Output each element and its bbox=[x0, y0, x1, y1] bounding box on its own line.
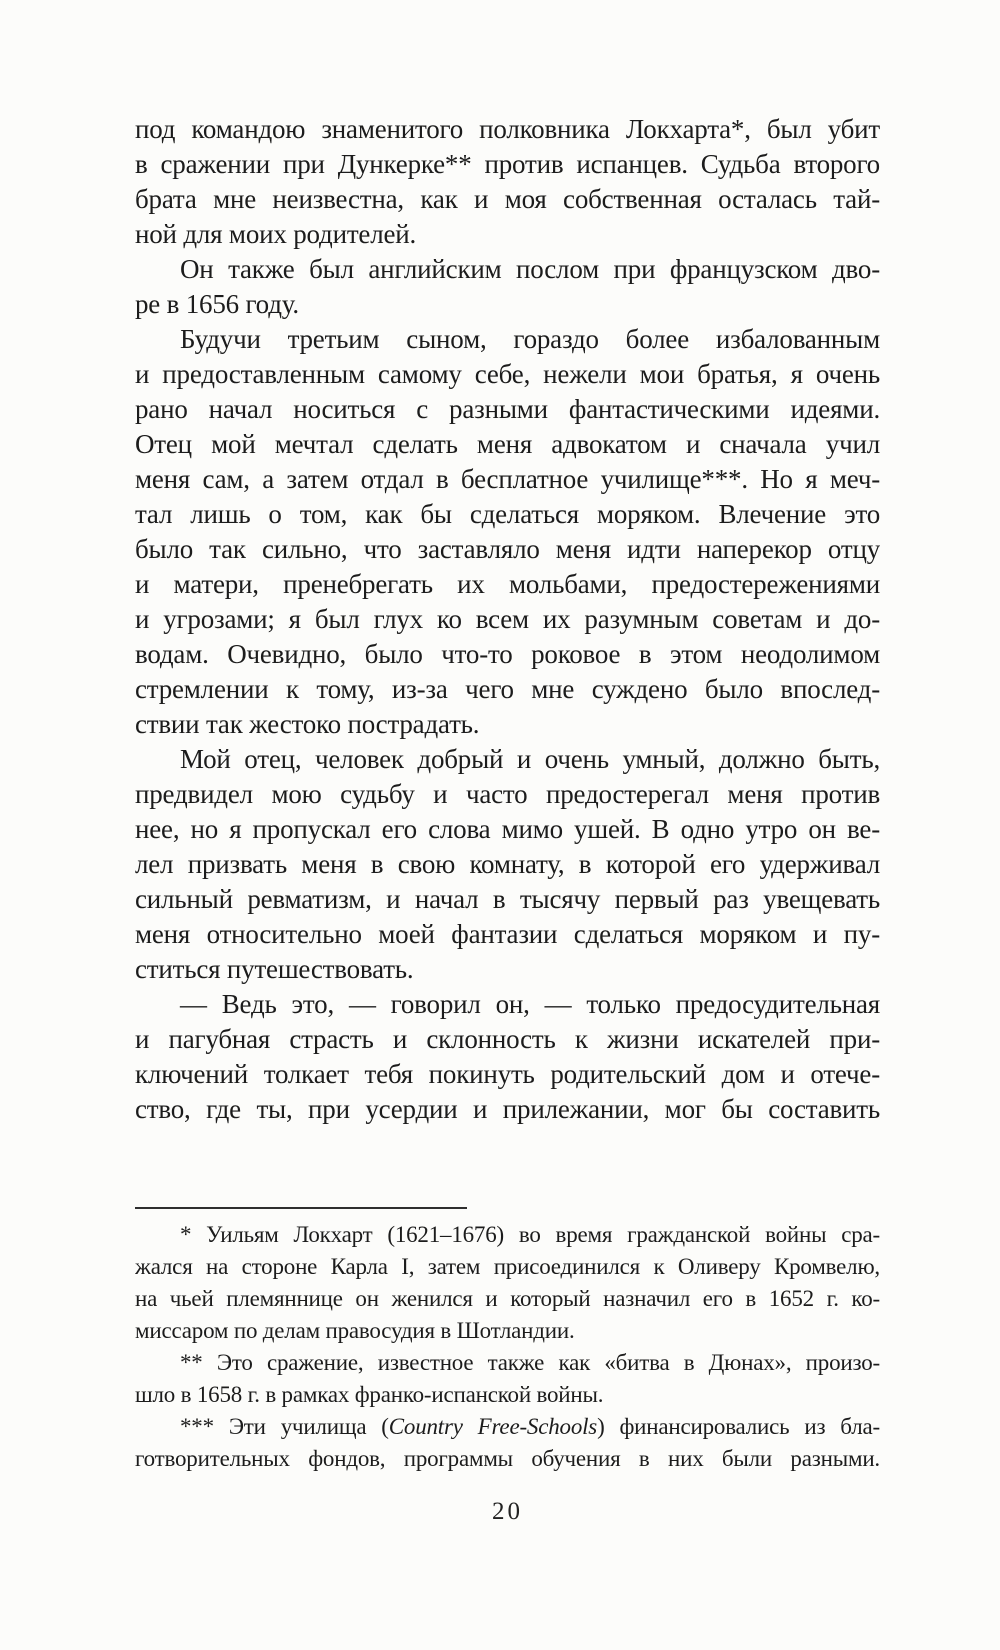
text-line: было так сильно, что заставляло меня идти наперекор отцу bbox=[135, 534, 880, 564]
footnote-text-italic: Country Free-Schools bbox=[388, 1414, 598, 1439]
text-line: брата мне неизвестна, как и моя собственная осталась тай- bbox=[135, 184, 880, 214]
text-line: стремлении к тому, из-за чего мне суждено было впослед- bbox=[135, 674, 880, 704]
text-line: ключений толкает тебя покинуть родительский дом и отече- bbox=[135, 1059, 880, 1089]
text-line: меня сам, а затем отдал в бесплатное училище***. Но я меч- bbox=[135, 464, 880, 494]
main-text bbox=[135, 112, 880, 1127]
text-line: под командою знаменитого полковника Локхарта*, был убит bbox=[135, 114, 880, 144]
paragraph bbox=[135, 742, 880, 987]
text-line: ре в 1656 году. bbox=[135, 289, 299, 319]
text-line: ной для моих родителей. bbox=[135, 219, 417, 249]
footnote-line: шло в 1658 г. в рамках франко-испанской войны. bbox=[135, 1382, 604, 1407]
text-line: Мой отец, человек добрый и очень умный, должно быть, bbox=[180, 744, 880, 774]
text-line: тал лишь о том, как бы сделаться моряком. Влечение это bbox=[135, 499, 880, 529]
paragraph bbox=[135, 322, 880, 742]
text-line: и пагубная страсть и склонность к жизни искателей при- bbox=[135, 1024, 880, 1054]
footnote-item bbox=[135, 1347, 880, 1411]
paragraph bbox=[135, 252, 880, 322]
text-line: сильный ревматизм, и начал в тысячу первый раз увещевать bbox=[135, 884, 880, 914]
text-line: Будучи третьим сыном, гораздо более избалованным bbox=[180, 324, 880, 354]
footnote-line: ** Это сражение, известное также как «битва в Дюнах», произо- bbox=[180, 1350, 880, 1375]
text-line: и матери, пренебрегать их мольбами, предостережениями bbox=[135, 569, 880, 599]
text-line: и предоставленным самому себе, нежели мои братья, я очень bbox=[135, 359, 880, 389]
footnote-line: жался на стороне Карла I, затем присоединился к Оливеру Кромвелю, bbox=[135, 1254, 880, 1279]
paragraph bbox=[135, 112, 880, 252]
footnote-line: * Уильям Локхарт (1621–1676) во время гражданской войны сра- bbox=[180, 1222, 880, 1247]
footnote-item bbox=[135, 1411, 880, 1475]
footnote-separator bbox=[135, 1207, 467, 1209]
text-line: Отец мой мечтал сделать меня адвокатом и сначала учил bbox=[135, 429, 880, 459]
footnote-line bbox=[135, 1411, 880, 1443]
text-line: ство, где ты, при усердии и прилежании, мог бы составить bbox=[135, 1094, 880, 1124]
text-line: ствии так жестоко пострадать. bbox=[135, 709, 480, 739]
text-line: рано начал носиться с разными фантастическими идеями. bbox=[135, 394, 880, 424]
footnote-text: ) финансировались из бла- bbox=[597, 1414, 880, 1439]
text-line: нее, но я пропускал его слова мимо ушей. В одно утро он ве- bbox=[135, 814, 880, 844]
footnote-text: *** Эти училища ( bbox=[180, 1414, 389, 1439]
text-line: в сражении при Дункерке** против испанцев. Судьба второго bbox=[135, 149, 880, 179]
text-line: Он также был английским послом при французском дво- bbox=[180, 254, 880, 284]
footnote-line: готворительных фондов, программы обучения в них были разными. bbox=[135, 1446, 880, 1471]
text-line: меня относительно моей фантазии сделаться моряком и пу- bbox=[135, 919, 880, 949]
footnote-line: миссаром по делам правосудия в Шотландии. bbox=[135, 1318, 575, 1343]
footnotes bbox=[135, 1219, 880, 1475]
text-line: водам. Очевидно, было что-то роковое в этом неодолимом bbox=[135, 639, 880, 669]
text-line: ститься путешествовать. bbox=[135, 954, 414, 984]
paragraph bbox=[135, 987, 880, 1127]
footnote-line: на чьей племяннице он женился и который назначил его в 1652 г. ко- bbox=[135, 1286, 880, 1311]
page-number: 20 bbox=[492, 1498, 523, 1525]
text-line: и угрозами; я был глух ко всем их разумным советам и до- bbox=[135, 604, 880, 634]
text-line: предвидел мою судьбу и часто предостерегал меня против bbox=[135, 779, 880, 809]
text-line: — Ведь это, — говорил он, — только предосудительная bbox=[180, 989, 880, 1019]
footnote-item bbox=[135, 1219, 880, 1347]
text-line: лел призвать меня в свою комнату, в которой его удерживал bbox=[135, 849, 880, 879]
